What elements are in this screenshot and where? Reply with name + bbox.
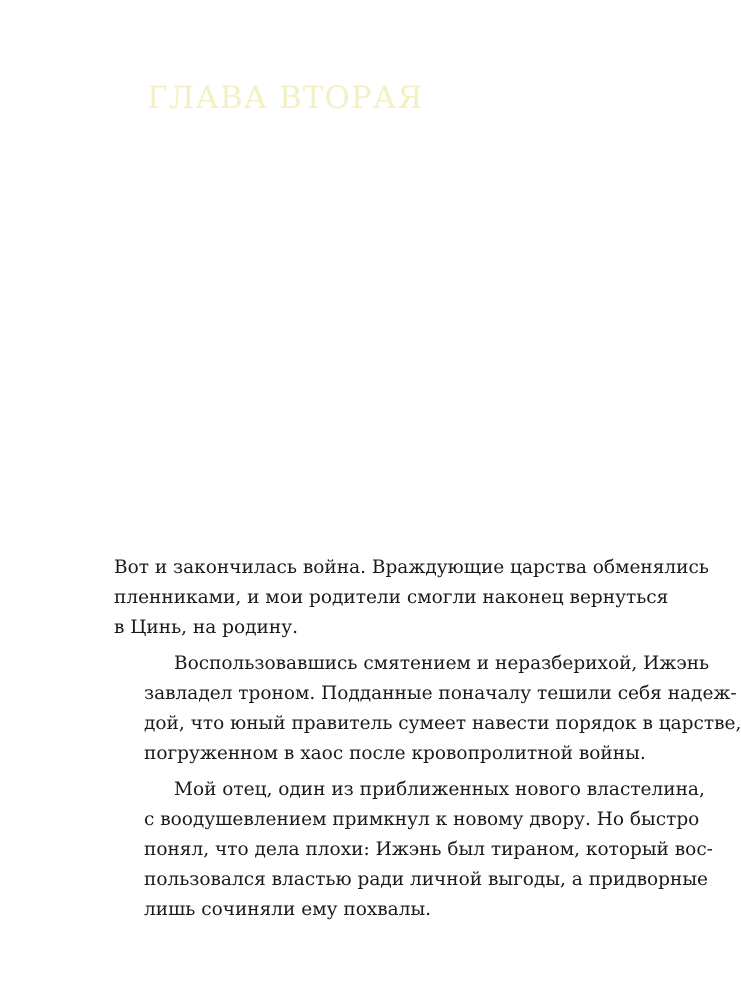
chapter-body bbox=[114, 553, 741, 931]
text-line: пленниками, и мои родители смогли наконец вернуться bbox=[114, 587, 669, 608]
text-line: Вот и закончилась война. Враждующие царства обменялись bbox=[114, 557, 709, 578]
paragraph-3 bbox=[114, 775, 713, 925]
text-line: Воспользовавшись смятением и неразберихой, Ижэнь bbox=[174, 653, 710, 674]
text-line: Мой отец, один из приближенных нового властелина, bbox=[174, 779, 705, 800]
text-line: дой, что юный правитель сумеет навести порядок в царстве, bbox=[144, 713, 741, 734]
text-line: погруженном в хаос после кровопролитной войны. bbox=[144, 743, 646, 764]
text-line: завладел троном. Подданные поначалу тешили себя надеж- bbox=[144, 683, 737, 704]
text-line: пользовался властью ради личной выгоды, а придворные bbox=[144, 869, 708, 890]
paragraph-1 bbox=[114, 553, 709, 643]
chapter-heading: ГЛАВА ВТОРАЯ bbox=[147, 80, 424, 116]
paragraph-2 bbox=[114, 649, 741, 769]
text-line: лишь сочиняли ему похвалы. bbox=[144, 899, 432, 920]
text-line: с воодушевлением примкнул к новому двору. Но быстро bbox=[144, 809, 700, 830]
text-line: понял, что дела плохи: Ижэнь был тираном, который вос- bbox=[144, 839, 713, 860]
text-line: в Цинь, на родину. bbox=[114, 617, 298, 638]
